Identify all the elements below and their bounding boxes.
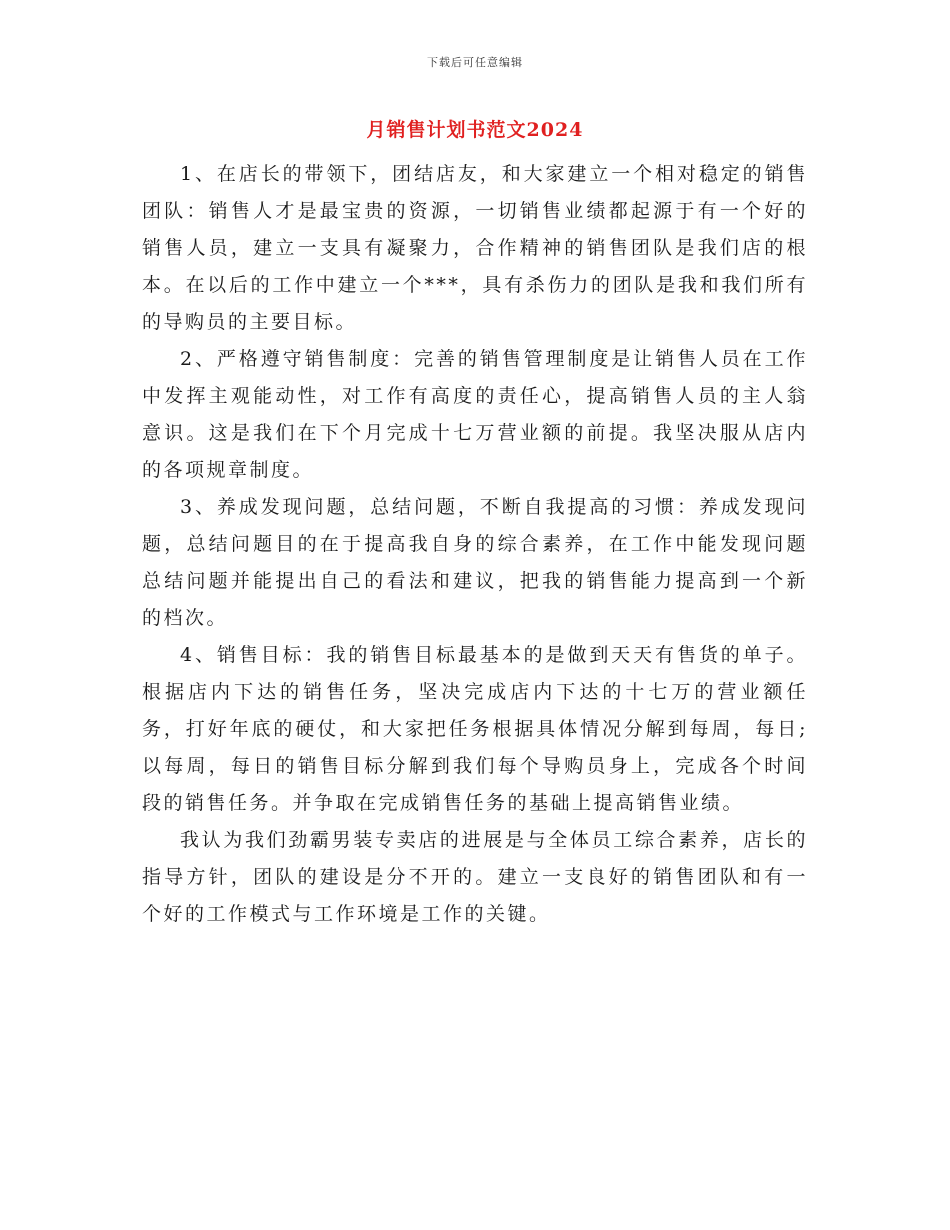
paragraph-3: 3、养成发现问题，总结问题，不断自我提高的习惯：养成发现问题，总结问题目的在于提高我自身的综合素养，在工作中能发现问题总结问题并能提出自己的看法和建议，把我的销售能力提高到一个新的档次。 [142, 496, 808, 629]
paragraph-2: 2、严格遵守销售制度：完善的销售管理制度是让销售人员在工作中发挥主观能动性，对工作有高度的责任心，提高销售人员的主人翁意识。这是我们在下个月完成十七万营业额的前提。我坚决服从店内的各项规章制度。 [142, 348, 808, 481]
paragraph-1: 1、在店长的带领下，团结店友，和大家建立一个相对稳定的销售团队：销售人才是最宝贵的资源，一切销售业绩都起源于有一个好的销售人员，建立一支具有凝聚力，合作精神的销售团队是我们店的根本。在以后的工作中建立一个***，具有杀伤力的团队是我和我们所有的导购员的主要目标。 [142, 163, 808, 333]
document-title: 月销售计划书范文2024 [366, 119, 584, 141]
paragraph-5: 我认为我们劲霸男装专卖店的进展是与全体员工综合素养，店长的指导方针，团队的建设是分不开的。建立一支良好的销售团队和有一个好的工作模式与工作环境是工作的关键。 [142, 829, 808, 925]
document-body [142, 156, 808, 933]
header-note: 下载后可任意编辑 [427, 56, 523, 69]
paragraph-4: 4、销售目标：我的销售目标最基本的是做到天天有售货的单子。根据店内下达的销售任务，坚决完成店内下达的十七万的营业额任务，打好年底的硬仗，和大家把任务根据具体情况分解到每周，每日;以每周，每日的销售目标分解到我们每个导购员身上，完成各个时间段的销售任务。并争取在完成销售任务的基础上提高销售业绩。 [142, 644, 808, 814]
